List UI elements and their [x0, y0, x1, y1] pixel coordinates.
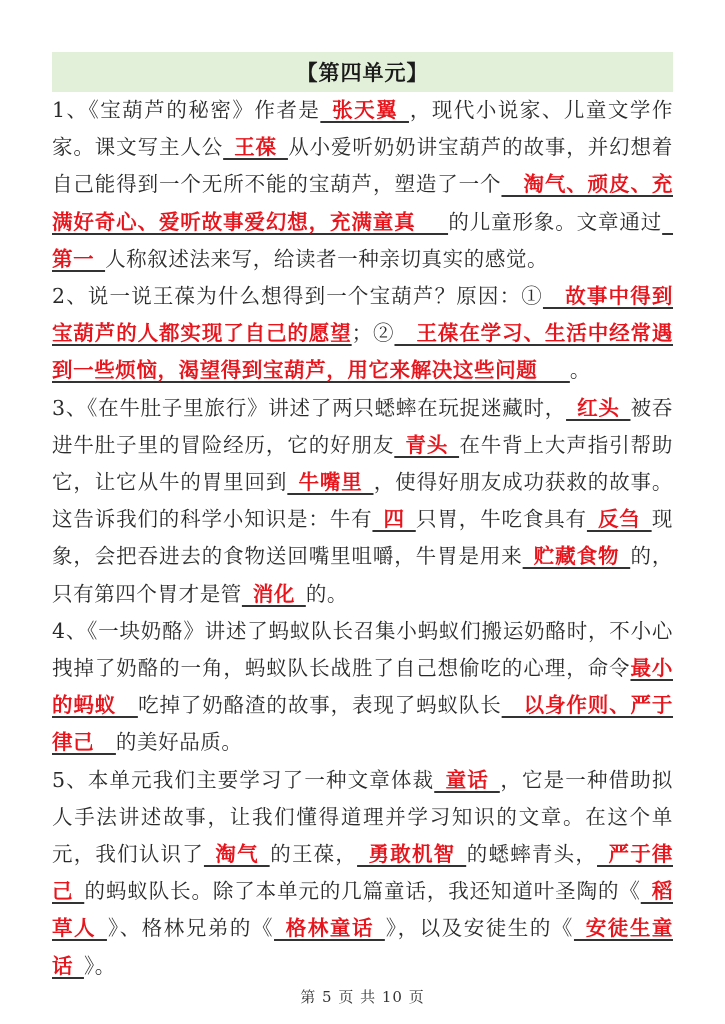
answer-blank: 淘气、顽皮、充满好奇心、爱听故事爱幻想，充满童真: [52, 172, 673, 234]
question-text: 的蟋蟀青头，: [466, 842, 598, 867]
unit-title-banner: [52, 52, 673, 92]
question-text: 5、本单元我们主要学习了一种文章体裁: [52, 767, 435, 792]
answer-blank: 反刍: [586, 507, 652, 532]
question-text: ，它是一种借助拟人手法讲述故事，让我们懂得道理并学习知识的文章。在这个单元，我们认识了: [52, 767, 673, 867]
answer-blank: 第一: [52, 209, 674, 271]
answer-blank: 以身作则、严于律己: [52, 693, 674, 755]
question-5: [52, 762, 673, 985]
document-page: [52, 52, 673, 985]
question-text: 1、《宝葫芦的秘密》作者是: [52, 98, 321, 122]
answer-blank: 勇敢机智: [357, 842, 467, 867]
answer-blank: 最小的蚂蚁: [52, 656, 673, 718]
answer-blank: 严于律己: [52, 842, 673, 904]
question-2: [52, 278, 673, 390]
answer-blank: 故事中得到宝葫芦的人都实现了自己的愿望: [52, 284, 674, 346]
question-text: 》，以及安徒生的《: [384, 916, 574, 941]
question-text: 人称叙述法来写，给读者一种亲切真实的感觉。: [105, 246, 549, 271]
answer-blank: 张天翼: [320, 98, 409, 122]
question-text: 4、《一块奶酪》讲述了蚂蚁队长召集小蚂蚁们搬运奶酪时，不小心拽掉了奶酪的一角，蚂蚁队长战胜了自己想偷吃的心理，命令: [52, 618, 673, 681]
answer-blank: 青头: [394, 432, 460, 457]
answer-blank: 格林童话: [274, 916, 385, 941]
question-text: ，现代小说家、儿童文学作家。课文写主人公: [52, 98, 674, 160]
question-text: 现象，会把吞进去的食物送回嘴里咀嚼，牛胃是用来: [52, 507, 673, 569]
question-text: 。: [569, 358, 591, 383]
page-number-label: 第 5 页 共 10 页: [300, 988, 425, 1006]
question-1: [52, 92, 673, 278]
answer-blank: 稻草人: [52, 879, 673, 941]
question-text: 的王葆，: [269, 842, 358, 867]
question-4: [52, 613, 673, 762]
answer-blank: 童话: [434, 767, 500, 792]
question-text: 从小爱听奶奶讲宝葫芦的故事，并幻想着自己能得到一个无所不能的宝葫芦，塑造了一个: [52, 135, 673, 197]
question-text: 在牛背上大声指引帮助它，让它从牛的胃里回到: [52, 432, 673, 495]
question-text: 被吞进牛肚子里的冒险经历，它的好朋友: [52, 395, 674, 457]
question-text: 》、格林兄弟的《: [106, 916, 275, 941]
question-text: 的蚂蚁队长。除了本单元的几篇童话，我还知道叶圣陶的《: [84, 879, 641, 904]
question-text: 的美好品质。: [115, 730, 243, 755]
answer-blank: 消化: [241, 581, 306, 606]
question-text: 2、说一说王葆为什么想得到一个宝葫芦？原因：①: [52, 284, 543, 309]
question-text: 3、《在牛肚子里旅行》讲述了两只蟋蟀在玩捉迷藏时，: [52, 395, 567, 420]
answer-blank: 安徒生童话: [52, 916, 673, 978]
question-text: 只胃，牛吃食具有: [415, 507, 587, 532]
answer-blank: 红头: [566, 395, 631, 420]
answer-blank: 王葆在学习、生活中经常遇到一些烦恼，渴望得到宝葫芦，用它来解决这些问题: [52, 321, 674, 383]
answer-blank: 牛嘴里: [287, 470, 374, 495]
question-text: 》。: [83, 953, 116, 978]
answer-blank: 淘气: [203, 842, 270, 867]
answer-blank: 四: [372, 507, 416, 532]
question-text: ；②: [351, 321, 395, 346]
unit-title: 【第四单元】: [296, 60, 429, 85]
question-text: 的，只有第四个胃才是管: [52, 544, 673, 606]
question-text: 的。: [305, 581, 349, 606]
question-text: ，使得好朋友成功获救的故事。这告诉我们的科学小知识是：牛有: [52, 470, 673, 532]
answer-blank: 贮藏食物: [522, 544, 631, 569]
question-3: [52, 390, 673, 613]
questions-body: [52, 92, 673, 985]
answer-blank: 王葆: [223, 135, 288, 160]
question-text: 的儿童形象。文章通过: [448, 209, 663, 234]
question-text: 吃掉了奶酪渣的故事，表现了蚂蚁队长: [137, 693, 502, 718]
page-footer: [0, 986, 725, 1007]
